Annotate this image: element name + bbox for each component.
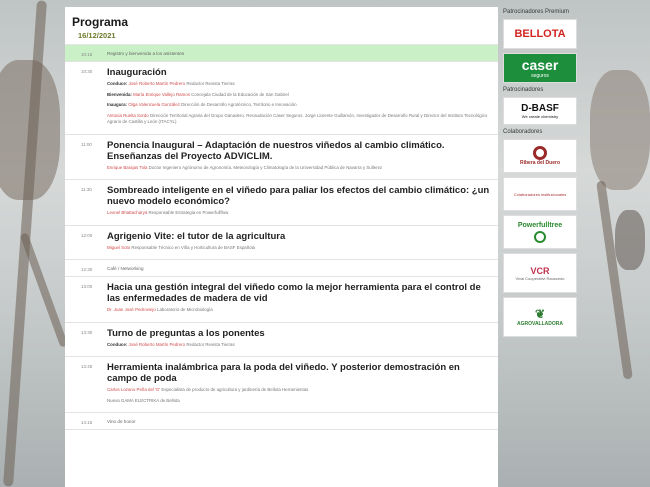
ribera-emblem-icon xyxy=(533,146,547,160)
program-line xyxy=(107,342,492,349)
background-branch xyxy=(20,232,69,347)
program-panel xyxy=(65,7,498,487)
program-row xyxy=(65,135,498,181)
program-time: 13:30 xyxy=(81,329,93,335)
partners-heading: Patrocinadores xyxy=(503,87,544,93)
vcr-logo[interactable] xyxy=(503,253,577,293)
program-line xyxy=(107,265,492,272)
program-row xyxy=(65,180,498,226)
program-row xyxy=(65,277,498,323)
program-line xyxy=(107,50,492,57)
agrovalladora-logo[interactable] xyxy=(503,297,577,337)
program-content xyxy=(107,67,492,130)
caser-logo[interactable] xyxy=(503,53,577,83)
program-item-title: Inauguración xyxy=(107,67,167,78)
program-row xyxy=(65,357,498,413)
bellota-logo[interactable] xyxy=(503,19,577,49)
program-row xyxy=(65,226,498,261)
line-label: Conduce: xyxy=(107,341,128,347)
program-line-text: Vino de honor xyxy=(107,419,136,424)
tree-icon xyxy=(534,231,546,243)
program-content xyxy=(107,328,492,353)
program-item-title: Agrigenio Vite: el tutor de la agricultura xyxy=(107,230,286,242)
program-line xyxy=(107,113,492,126)
basf-logo[interactable] xyxy=(503,97,577,125)
basf-logo-text: D-BASF xyxy=(521,103,559,114)
speaker-name[interactable]: José Roberto Martín Pedrero xyxy=(128,81,186,86)
program-item-title: Hacia una gestión integral del viñedo como la mejor herramienta para el control de las enfermedades de madera de vid xyxy=(107,282,481,304)
background-vine-right xyxy=(590,70,650,190)
program-line xyxy=(107,245,492,252)
speaker-role: Dirección Territorial Agraria del Grupo Ganadero, Recaudación Caser Seguros. Jorge Llorente Guillamón, Investigador de Desarrollo Rural y Director del Instituto Tecnológico Agrario de Castilla y León (ITACYL) xyxy=(107,112,488,124)
program-content xyxy=(107,231,492,256)
program-content xyxy=(107,265,492,272)
speaker-name[interactable]: José Roberto Martín Pedrero xyxy=(128,341,186,347)
program-line xyxy=(107,165,492,172)
program-line-text: Registro y bienvenida a los asistentes xyxy=(107,51,185,56)
caser-logo-sub: seguros xyxy=(531,73,549,79)
speaker-name[interactable]: Antonia Ruelta Sordo xyxy=(107,112,149,118)
speaker-name[interactable]: Leonel Bhattacharya xyxy=(107,210,148,215)
program-content xyxy=(107,185,492,221)
program-line xyxy=(107,418,492,425)
program-row xyxy=(65,45,498,62)
sponsors-heading: Patrocinadores Premium xyxy=(503,9,570,15)
agrovalladora-logo-text: AGROVALLADORA xyxy=(516,321,563,327)
program-time: 14:15 xyxy=(81,420,93,425)
collaborators-heading: Colaboradores xyxy=(503,129,543,135)
program-line xyxy=(107,387,492,394)
speaker-name[interactable]: Carlos Lozano Peña del 'G' xyxy=(107,387,161,392)
line-label: Inaugura: xyxy=(107,102,128,107)
speaker-role: Dirección de Desarrollo Agrotécnico, Territorio e Innovación xyxy=(181,102,297,107)
program-time: 11:00 xyxy=(81,141,92,147)
speaker-role: Responsable Estrategia en Powerfullflow xyxy=(148,210,229,215)
institutional-logos[interactable] xyxy=(503,177,577,211)
speaker-name[interactable]: Olga Valenzuela González xyxy=(128,102,180,107)
vcr-logo-sub: Vivai Cooperativi Rauscedo xyxy=(515,275,565,281)
program-content xyxy=(107,418,492,425)
speaker-name[interactable]: Enrique Barajas Tola xyxy=(107,164,148,170)
program-item-title: Ponencia Inaugural – Adaptación de nuestros viñedos al cambio climático. Enseñanzas del Proyecto ADVICLIM. xyxy=(107,139,445,162)
program-row xyxy=(65,260,498,277)
program-item-title: Sombreado inteligente en el viñedo para paliar los efectos del cambio climático: ¿un nuevo modelo económico? xyxy=(107,185,490,207)
program-line xyxy=(107,102,492,109)
ribera-logo[interactable] xyxy=(503,139,577,173)
program-row xyxy=(65,413,498,430)
page-title: Programa xyxy=(72,15,129,29)
background-vine-right-low xyxy=(615,210,645,270)
program-time: 13:00 xyxy=(81,284,93,289)
bellota-logo-text: BELLOTA xyxy=(514,28,566,40)
powerfulltree-logo[interactable] xyxy=(503,215,577,249)
speaker-role: Redactor Revista Tierras xyxy=(186,341,235,347)
program-list xyxy=(65,45,498,430)
speaker-role: Redactor Revista Tierras xyxy=(186,81,235,86)
speaker-role: Doctor Ingeniero Agrónomo de Agronomía, Meteorología y Climatología de la Universidad Pública de Navarra y Sullerez xyxy=(148,164,383,170)
line-label: Bienvenida: xyxy=(107,91,132,97)
speaker-name[interactable]: Dr. Juan José Pedroviejo xyxy=(107,307,156,312)
program-time: 12:30 xyxy=(81,267,93,272)
program-item-title: Herramienta inalámbrica para la poda del viñedo. Y posterior demostración en campo de poda xyxy=(107,362,460,384)
speaker-role: Especialista de producto de agricultura y jardinería de Bellota Herramientas xyxy=(161,387,309,392)
program-item-title: Turno de preguntas a los ponentes xyxy=(107,327,265,339)
powerfulltree-logo-text: Powerfulltree xyxy=(517,221,563,229)
program-time: 11:30 xyxy=(81,187,92,192)
program-time: 12:00 xyxy=(81,232,93,238)
speaker-role: Concejala Ciudad de la Educación de San Gabriel xyxy=(191,91,289,97)
program-line-text: Nueva GAMA ELECTRIKA de Bellota xyxy=(107,397,180,403)
program-line xyxy=(107,92,492,99)
speaker-name[interactable]: Miguel Soto xyxy=(107,244,131,250)
program-row xyxy=(65,323,498,358)
institutional-logos-text: Colaboradores institucionales xyxy=(513,191,567,197)
program-line xyxy=(107,398,492,405)
basf-logo-sub: We create chemistry xyxy=(521,114,559,119)
program-time: 10:30 xyxy=(81,69,93,74)
program-content xyxy=(107,140,492,176)
sponsors-sidebar xyxy=(500,7,580,341)
program-time: 10:15 xyxy=(81,52,93,57)
speaker-role: Laboratorio de Microbiología xyxy=(157,307,213,312)
program-row xyxy=(65,62,498,135)
speaker-name[interactable]: María Enrique Vallejo Ramos xyxy=(133,91,190,97)
program-content xyxy=(107,362,492,408)
program-time: 13:45 xyxy=(81,364,93,369)
program-line xyxy=(107,307,492,314)
program-line-text: Café / Networking xyxy=(107,266,144,271)
program-line xyxy=(107,210,492,217)
program-line xyxy=(107,81,492,88)
line-label: Conduce: xyxy=(107,81,128,86)
program-date: 16/12/2021 xyxy=(65,31,498,45)
speaker-role: Responsable Técnico en Viña y Horticultura de BASF Española xyxy=(131,244,256,250)
caser-logo-text: caser xyxy=(521,57,559,73)
vcr-logo-text: VCR xyxy=(530,265,550,276)
plant-icon: ❦ xyxy=(534,307,546,321)
program-content xyxy=(107,282,492,318)
ribera-logo-text: Ribera del Duero xyxy=(519,160,560,166)
program-content xyxy=(107,50,492,57)
